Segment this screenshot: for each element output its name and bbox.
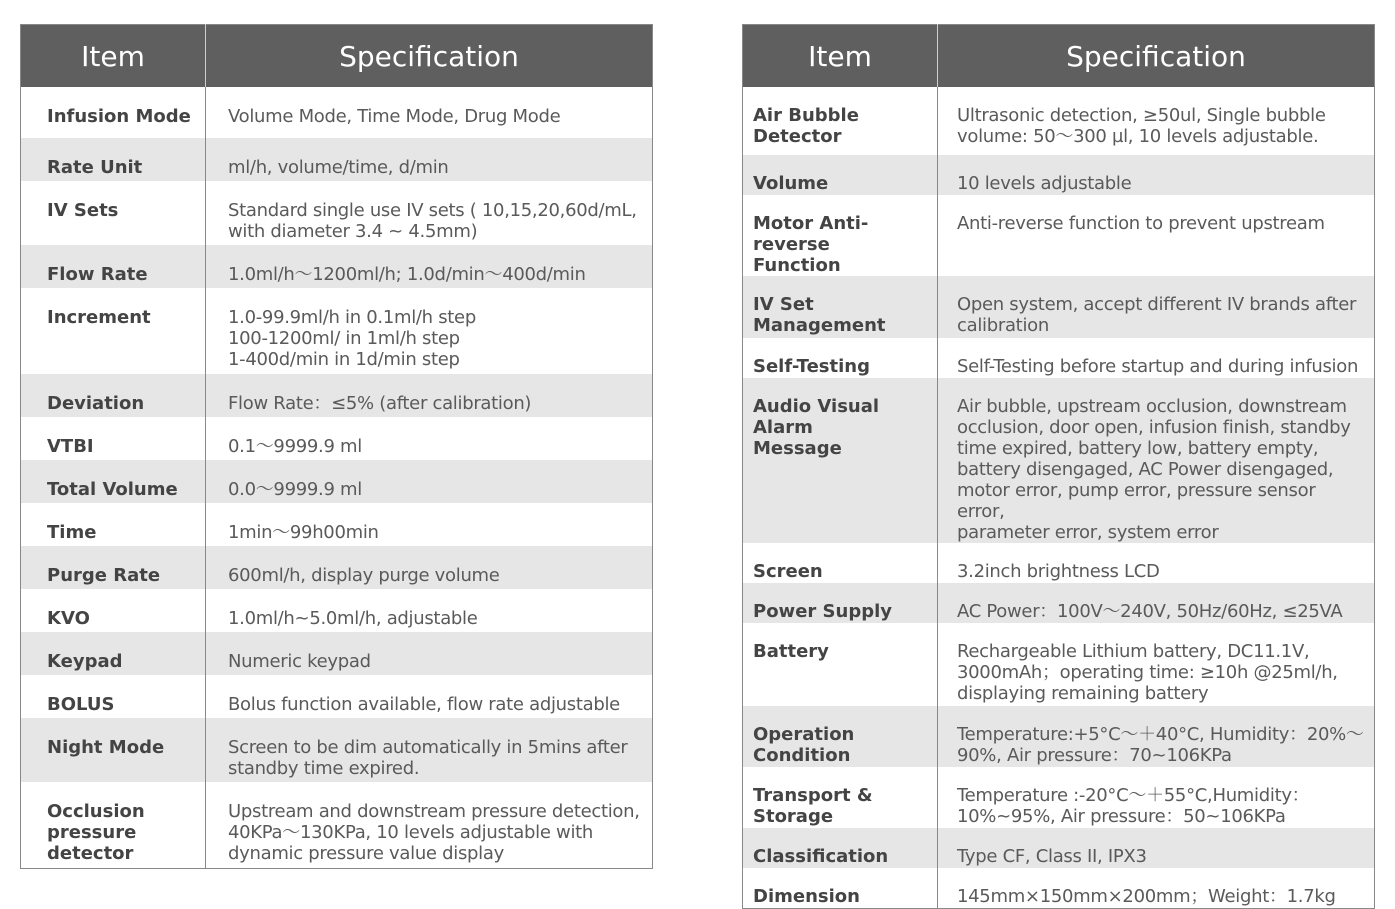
- item-label: Battery: [743, 623, 938, 706]
- spec-value: Air bubble, upstream occlusion, downstream occlusion, door open, infusion finish, standby time expired, battery low, battery empty, battery disengaged, AC Power disengaged, motor error, pump error, pressure sensor error, parameter error, system error: [938, 378, 1375, 543]
- item-label: IV Sets: [21, 181, 206, 245]
- item-label: Total Volume: [21, 460, 206, 503]
- item-label: Classification: [743, 828, 938, 868]
- item-label: Power Supply: [743, 583, 938, 623]
- item-label: Night Mode: [21, 718, 206, 782]
- spec-value: 145mm×150mm×200mm；Weight：1.7kg: [938, 868, 1375, 908]
- item-label: Purge Rate: [21, 546, 206, 589]
- table-row: [21, 245, 653, 288]
- table-row: [21, 138, 653, 181]
- spec-value: Self-Testing before startup and during infusion: [938, 338, 1375, 378]
- left-table-header-row: [21, 25, 653, 88]
- item-label: Volume: [743, 155, 938, 195]
- table-row: [743, 868, 1375, 908]
- left-item-header: Item: [21, 25, 206, 88]
- spec-value: Temperature:+5°C～＋40°C, Humidity：20%～ 90%, Air pressure：70~106KPa: [938, 706, 1375, 767]
- item-label: Deviation: [21, 374, 206, 417]
- item-label: IV Set Management: [743, 276, 938, 338]
- spec-value: Numeric keypad: [206, 632, 653, 675]
- table-row: [21, 675, 653, 718]
- spec-value: AC Power：100V～240V, 50Hz/60Hz, ≤25VA: [938, 583, 1375, 623]
- spec-value: Standard single use IV sets ( 10,15,20,60d/mL, with diameter 3.4 ~ 4.5mm): [206, 181, 653, 245]
- item-label: Self-Testing: [743, 338, 938, 378]
- table-row: [743, 276, 1375, 338]
- table-row: [743, 155, 1375, 195]
- table-row: [21, 87, 653, 138]
- table-row: [21, 589, 653, 632]
- left-spec-header: Specification: [206, 25, 653, 88]
- spec-value: Open system, accept different IV brands after calibration: [938, 276, 1375, 338]
- item-label: Infusion Mode: [21, 87, 206, 138]
- spec-value: Volume Mode, Time Mode, Drug Mode: [206, 87, 653, 138]
- table-row: [743, 706, 1375, 767]
- spec-value: ml/h, volume/time, d/min: [206, 138, 653, 181]
- table-row: [743, 195, 1375, 276]
- left-spec-table: [20, 24, 653, 869]
- spec-value: 1min～99h00min: [206, 503, 653, 546]
- table-row: [743, 828, 1375, 868]
- spec-value: Upstream and downstream pressure detection, 40KPa～130KPa, 10 levels adjustable with dynamic pressure value display: [206, 782, 653, 868]
- table-row: [21, 632, 653, 675]
- table-row: [743, 378, 1375, 543]
- table-row: [21, 718, 653, 782]
- table-row: [21, 417, 653, 460]
- item-label: Rate Unit: [21, 138, 206, 181]
- table-row: [743, 583, 1375, 623]
- spec-value: Type CF, Class II, IPX3: [938, 828, 1375, 868]
- spec-value: 3.2inch brightness LCD: [938, 543, 1375, 583]
- right-item-header: Item: [743, 25, 938, 88]
- spec-value: 10 levels adjustable: [938, 155, 1375, 195]
- table-row: [743, 338, 1375, 378]
- spec-value: Temperature :-20°C～＋55°C,Humidity： 10%~95%, Air pressure：50~106KPa: [938, 767, 1375, 828]
- spec-value: 600ml/h, display purge volume: [206, 546, 653, 589]
- spec-value: Screen to be dim automatically in 5mins after standby time expired.: [206, 718, 653, 782]
- table-row: [21, 782, 653, 868]
- item-label: BOLUS: [21, 675, 206, 718]
- right-spec-header: Specification: [938, 25, 1375, 88]
- spec-value: Anti-reverse function to prevent upstream: [938, 195, 1375, 276]
- table-row: [743, 623, 1375, 706]
- table-row: [21, 460, 653, 503]
- table-row: [21, 181, 653, 245]
- item-label: Screen: [743, 543, 938, 583]
- item-label: Transport & Storage: [743, 767, 938, 828]
- table-row: [21, 374, 653, 417]
- item-label: Increment: [21, 288, 206, 374]
- table-row: [743, 767, 1375, 828]
- table-row: [21, 503, 653, 546]
- spec-value: Rechargeable Lithium battery, DC11.1V, 3000mAh；operating time: ≥10h @25ml/h, displaying remaining battery: [938, 623, 1375, 706]
- right-table-header-row: [743, 25, 1375, 88]
- spec-value: 1.0ml/h~5.0ml/h, adjustable: [206, 589, 653, 632]
- item-label: Dimension: [743, 868, 938, 908]
- table-row: [21, 288, 653, 374]
- right-spec-table: [742, 24, 1375, 909]
- item-label: Time: [21, 503, 206, 546]
- item-label: Motor Anti-reverse Function: [743, 195, 938, 276]
- item-label: Operation Condition: [743, 706, 938, 767]
- item-label: VTBI: [21, 417, 206, 460]
- table-row: [743, 543, 1375, 583]
- item-label: Air Bubble Detector: [743, 87, 938, 155]
- table-row: [743, 87, 1375, 155]
- spec-value: 0.0～9999.9 ml: [206, 460, 653, 503]
- spec-value: 0.1～9999.9 ml: [206, 417, 653, 460]
- spec-value: Bolus function available, flow rate adjustable: [206, 675, 653, 718]
- item-label: Flow Rate: [21, 245, 206, 288]
- spec-value: 1.0-99.9ml/h in 0.1ml/h step 100-1200ml/ in 1ml/h step 1-400d/min in 1d/min step: [206, 288, 653, 374]
- table-row: [21, 546, 653, 589]
- spec-value: Flow Rate：≤5% (after calibration): [206, 374, 653, 417]
- spec-value: Ultrasonic detection, ≥50ul, Single bubble volume: 50～300 µl, 10 levels adjustable.: [938, 87, 1375, 155]
- item-label: Audio Visual Alarm Message: [743, 378, 938, 543]
- item-label: Keypad: [21, 632, 206, 675]
- item-label: KVO: [21, 589, 206, 632]
- item-label: Occlusion pressure detector: [21, 782, 206, 868]
- spec-value: 1.0ml/h～1200ml/h; 1.0d/min～400d/min: [206, 245, 653, 288]
